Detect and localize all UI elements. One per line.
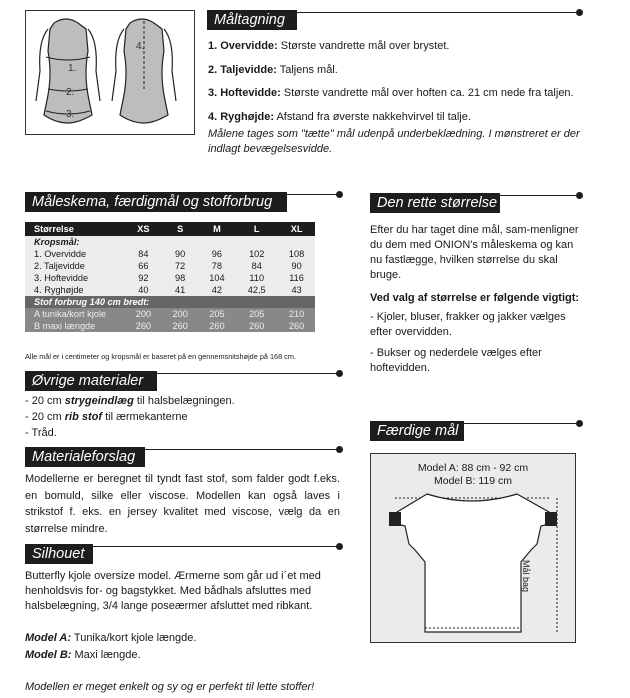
finished-rule <box>464 423 576 424</box>
right-size-intro: Efter du har taget dine mål, sam-menligner du dem med ONION's måleskema og kan nu fastlægge, hvilken størrelse du skal bruge. <box>370 224 579 281</box>
silhouette-closing: Modellen er meget enkelt og sy og er perfekt til lette stoffer! <box>25 681 315 693</box>
measure-item-1: 1. Overvidde: Største vandrette mål over brystet. <box>208 40 450 52</box>
size-chart-rule-dot <box>336 191 343 198</box>
finished-model-a: Model A: 88 cm - 92 cm <box>417 462 529 474</box>
table-row: A tunika/kort kjole 200 200 205 205 210 <box>25 308 315 320</box>
material-item-3: - Tråd. <box>25 427 57 439</box>
measuring-rule <box>297 12 576 13</box>
col-header-size: Størrelse <box>25 222 125 236</box>
suggestion-text: Modellerne er beregnet til tyndt fast stof, som falder godt f.eks. en bomuld, silke eller viscose. Modellen kan også laves i strikstof f. eks. en jersey kvalitet med viscose, vælg da en størrelse mindre. <box>25 473 340 535</box>
col-header-l: L <box>235 222 278 236</box>
model-a-line: Model A: Tunika/kort kjole længde. <box>25 632 197 644</box>
finished-model-b: Model B: 119 cm <box>433 475 512 487</box>
silhouette-models <box>25 630 343 664</box>
body-heading-row: Kropsmål: <box>25 236 315 248</box>
silhouette-header: Silhouet <box>25 544 93 564</box>
finished-header: Færdige mål <box>370 421 464 441</box>
size-chart-header: Måleskema, færdigmål og stofforbrug <box>25 192 287 212</box>
size-chart-footnote: Alle mål er i centimeter og kropsmål er baseret på en gennemsnitshøjde på 168 cm. <box>25 352 296 361</box>
figure-label-1: 1. <box>68 63 77 74</box>
measuring-note: Målene tages som "tætte" mål udenpå underbeklædning. I mønstreret er der indlagt bevægelsesvidde. <box>208 128 580 155</box>
measuring-list <box>208 39 618 156</box>
size-table <box>25 222 315 332</box>
finished-rule-dot <box>576 420 583 427</box>
right-size-body <box>370 223 580 376</box>
measure-item-2: 2. Taljevidde: Taljens mål. <box>208 63 338 76</box>
measure-item-3: 3. Hoftevidde: Største vandrette mål over hoften ca. 21 cm nede fra taljen. <box>208 87 574 99</box>
body-figures-icon <box>26 11 193 133</box>
finished-measure-box <box>370 453 576 643</box>
right-size-bullet-2: - Bukser og nederdele vælges efter hoftevidden. <box>370 347 542 374</box>
material-item-2: - 20 cm rib stof til ærmekanterne <box>25 411 188 423</box>
figure-label-4: 4. <box>136 41 145 52</box>
silhouette-rule <box>93 546 338 547</box>
materials-header: Øvrige materialer <box>25 371 157 391</box>
right-size-rule-dot <box>576 192 583 199</box>
finished-side-label: Mål bag <box>521 559 531 593</box>
figure-label-2: 2. <box>66 87 75 98</box>
size-table-header-row <box>25 222 315 236</box>
suggestion-rule-dot <box>336 446 343 453</box>
measure-item-4: 4. Ryghøjde: Afstand fra øverste nakkehvirvel til talje. <box>208 110 471 123</box>
col-header-xl: XL <box>278 222 315 236</box>
right-size-rule <box>500 195 576 196</box>
table-row: B maxi længde 260 260 260 260 260 <box>25 320 315 332</box>
materials-rule-dot <box>336 370 343 377</box>
col-header-m: M <box>199 222 236 236</box>
right-size-header: Den rette størrelse <box>370 193 500 213</box>
table-row: 1. Overvidde 84 90 96 102 108 <box>25 248 315 260</box>
right-size-emphasis: Ved valg af størrelse er følgende vigtigt: <box>370 292 580 304</box>
table-row: 3. Hoftevidde 92 98 104 110 116 <box>25 272 315 284</box>
table-row: 4. Ryghøjde 40 41 42 42,5 43 <box>25 284 315 296</box>
fabric-heading-row: Stof forbrug 140 cm bredt: <box>25 296 315 308</box>
suggestion-rule <box>145 449 338 450</box>
table-row: 2. Taljevidde 66 72 78 84 90 <box>25 260 315 272</box>
materials-rule <box>157 373 338 374</box>
col-header-xs: XS <box>125 222 162 236</box>
figure-label-3: 3. <box>66 109 75 120</box>
model-b-line: Model B: Maxi længde. <box>25 649 141 661</box>
measuring-rule-dot <box>576 9 583 16</box>
garment-diagram-icon <box>371 454 575 642</box>
materials-list <box>25 393 325 441</box>
suggestion-header: Materialeforslag <box>25 447 145 467</box>
silhouette-rule-dot <box>336 543 343 550</box>
right-size-bullet-1: - Kjoler, bluser, frakker og jakker vælges efter overvidden. <box>370 311 566 338</box>
measurement-illustration <box>25 10 195 135</box>
measuring-header: Måltagning <box>207 10 297 30</box>
silhouette-text: Butterfly kjole oversize model. Ærmerne som går ud i´et med henholdsvis for- og bagstykket. Med bådhals afsluttes med halsbelægning, 3/4 lange poseærmer afsluttet med ribkant. <box>25 570 321 612</box>
col-header-s: S <box>162 222 199 236</box>
material-item-1: - 20 cm strygeindlæg til halsbelægningen. <box>25 395 235 407</box>
size-chart-rule <box>287 194 338 195</box>
